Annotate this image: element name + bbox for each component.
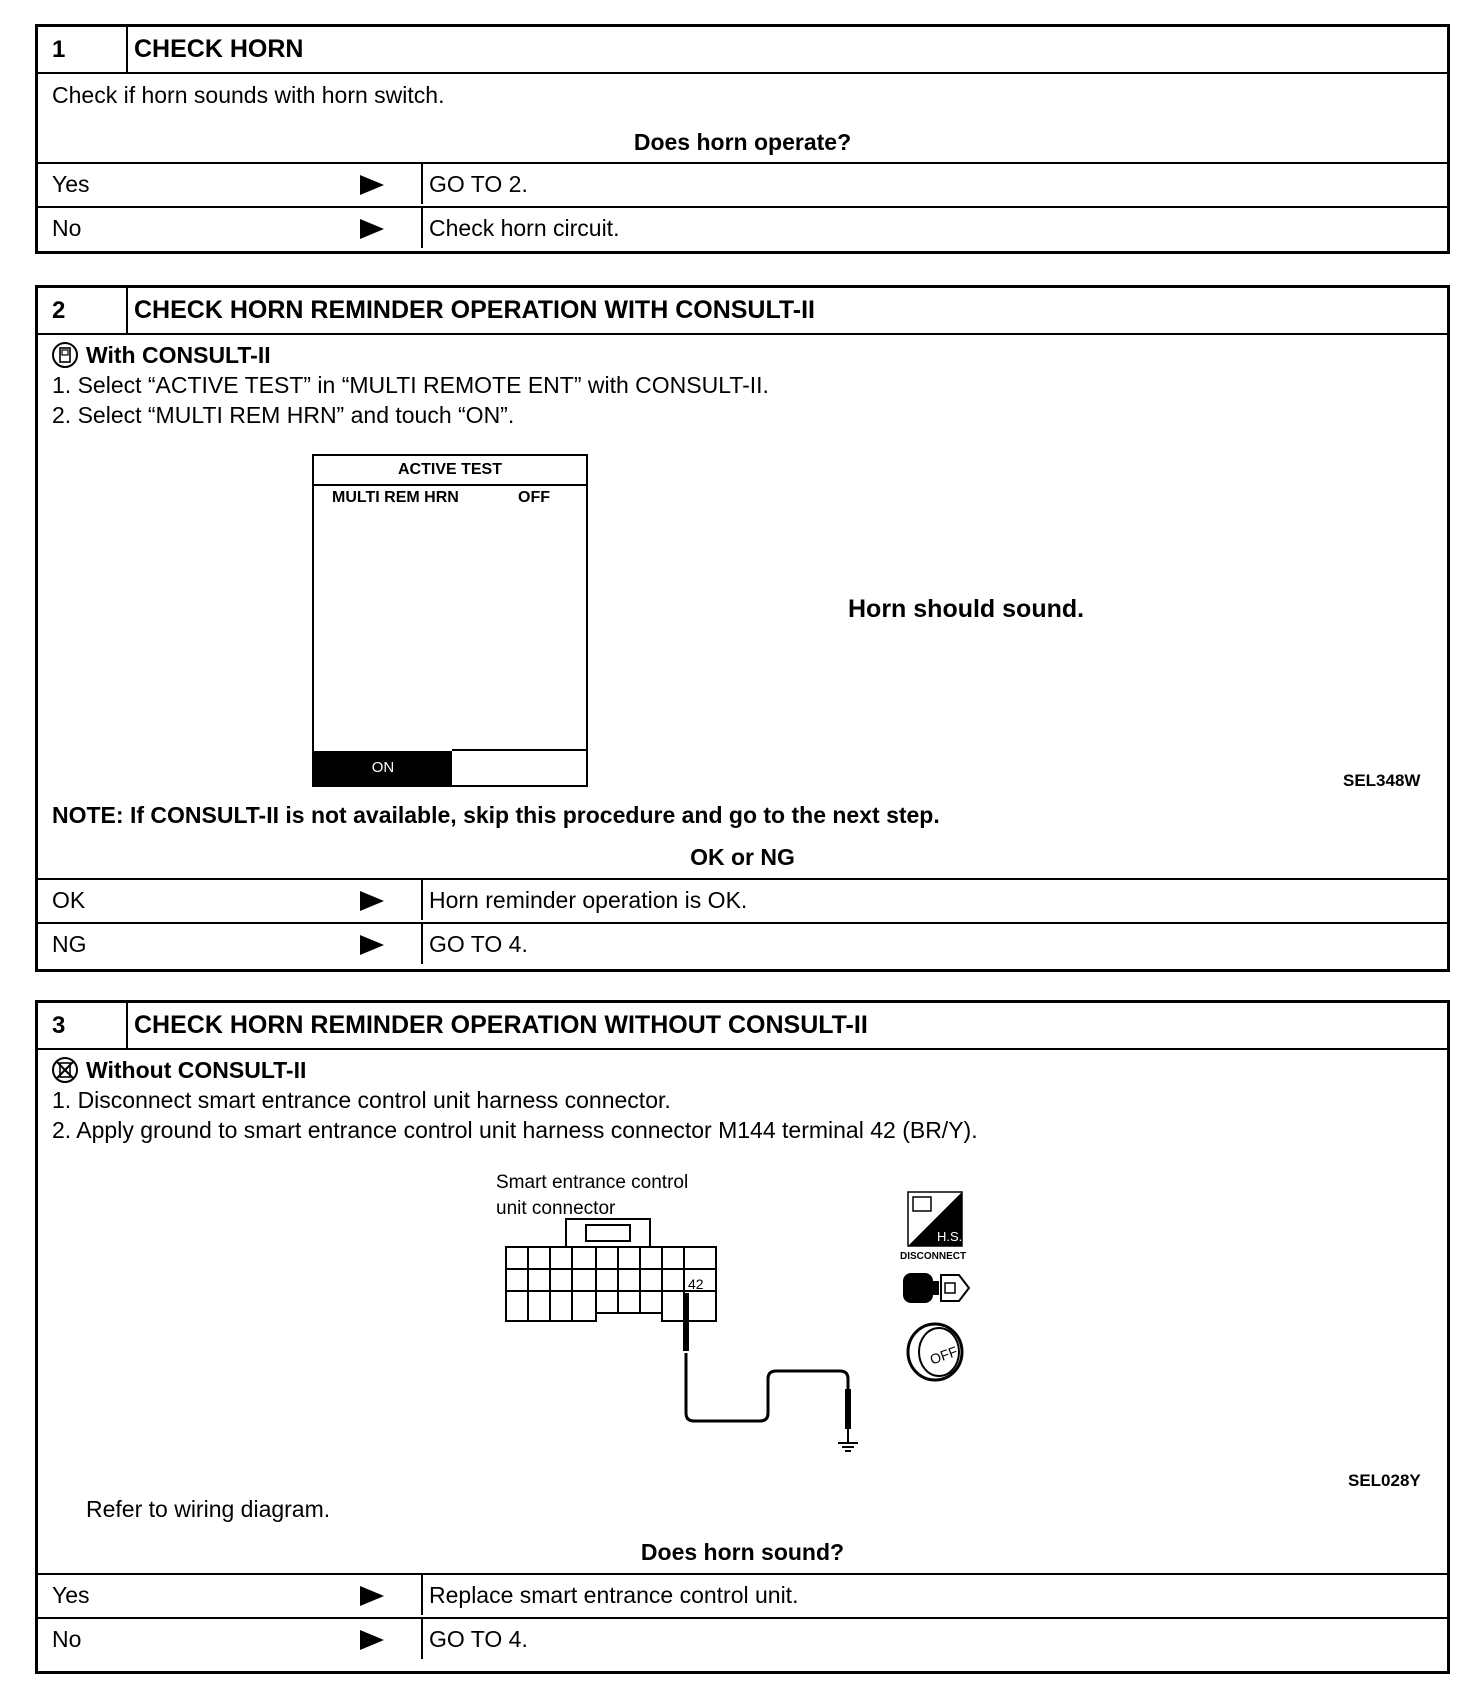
- connector-diagram: [488, 1203, 908, 1453]
- result-row: [38, 922, 1447, 966]
- result-action: Horn reminder operation is OK.: [421, 880, 1447, 920]
- step-3: [35, 1000, 1450, 1674]
- arrow-right-icon: [360, 891, 384, 911]
- step-instruction: Check if horn sounds with horn switch.: [52, 82, 445, 108]
- expected-result: Horn should sound.: [848, 595, 1085, 623]
- step-number: 2: [38, 288, 128, 333]
- result-row: [38, 878, 1447, 922]
- result-row: [38, 162, 1447, 206]
- hs-label: H.S.: [937, 1229, 963, 1244]
- step-header: [38, 288, 1447, 335]
- mode-label: With CONSULT-II: [86, 342, 271, 368]
- instruction-line: 1. Disconnect smart entrance control unit harness connector.: [52, 1087, 671, 1113]
- mode-heading: [52, 1056, 306, 1084]
- screen-value: OFF: [518, 489, 550, 506]
- ground-wire: [683, 1293, 858, 1451]
- mode-heading: [52, 341, 271, 369]
- connector-label: unit connector: [496, 1198, 616, 1219]
- arrow-right-icon: [360, 1586, 384, 1606]
- result-label: NG: [52, 931, 87, 957]
- arrow-right-icon: [360, 1630, 384, 1650]
- screen-item: MULTI REM HRN: [332, 489, 459, 506]
- arrow-right-icon: [360, 219, 384, 239]
- result-label: No: [52, 1626, 82, 1652]
- result-label: Yes: [52, 171, 90, 197]
- step-1: [35, 24, 1450, 254]
- disconnect-label: DISCONNECT: [900, 1251, 967, 1262]
- refer-text: Refer to wiring diagram.: [86, 1496, 331, 1522]
- ignition-off-icon: [904, 1321, 966, 1383]
- result-action: GO TO 2.: [421, 164, 1447, 204]
- result-action: GO TO 4.: [421, 1619, 1447, 1659]
- screen-header: ACTIVE TEST: [314, 456, 586, 486]
- instruction-line: 2. Select “MULTI REM HRN” and touch “ON”.: [52, 402, 515, 428]
- step-question: Does horn sound?: [640, 1539, 845, 1565]
- figure-code: SEL028Y: [1348, 1471, 1421, 1490]
- result-label: No: [52, 215, 82, 241]
- step-header: [38, 27, 1447, 74]
- arrow-right-icon: [360, 175, 384, 195]
- step-question: Does horn operate?: [633, 129, 852, 155]
- result-row: [38, 206, 1447, 250]
- step-title: CHECK HORN REMINDER OPERATION WITH CONSULT-II: [134, 296, 816, 324]
- disconnect-icon: [901, 1265, 973, 1311]
- connector-label: Smart entrance control: [496, 1172, 689, 1193]
- figure-code: SEL348W: [1343, 771, 1421, 790]
- step-title: CHECK HORN REMINDER OPERATION WITHOUT CONSULT-II: [134, 1011, 868, 1039]
- screen-blank-button: [452, 749, 586, 785]
- off-label: OFF: [927, 1342, 960, 1368]
- result-action: Replace smart entrance control unit.: [421, 1575, 1447, 1615]
- result-row: [38, 1617, 1447, 1661]
- consult-screen: [312, 454, 588, 787]
- step-number: 1: [38, 27, 128, 72]
- step-header: [38, 1003, 1447, 1050]
- arrow-right-icon: [360, 935, 384, 955]
- step-question: OK or NG: [690, 844, 795, 870]
- note: NOTE: If CONSULT-II is not available, skip this procedure and go to the next step.: [52, 802, 940, 828]
- step-2: [35, 285, 1450, 972]
- instruction-line: 2. Apply ground to smart entrance control unit harness connector M144 terminal 42 (BR/Y).: [52, 1117, 978, 1143]
- result-action: GO TO 4.: [421, 924, 1447, 964]
- on-button: ON: [314, 751, 452, 785]
- harness-side-icon: [907, 1191, 963, 1247]
- step-number: 3: [38, 1003, 128, 1048]
- result-label: Yes: [52, 1582, 90, 1608]
- mode-label: Without CONSULT-II: [86, 1057, 307, 1083]
- result-label: OK: [52, 887, 86, 913]
- step-title: CHECK HORN: [134, 35, 304, 63]
- result-row: [38, 1573, 1447, 1617]
- terminal-label: 42: [688, 1276, 704, 1292]
- consult-icon: [52, 342, 78, 368]
- no-consult-icon: [52, 1057, 78, 1083]
- instruction-line: 1. Select “ACTIVE TEST” in “MULTI REMOTE ENT” with CONSULT-II.: [52, 372, 769, 398]
- result-action: Check horn circuit.: [421, 208, 1447, 248]
